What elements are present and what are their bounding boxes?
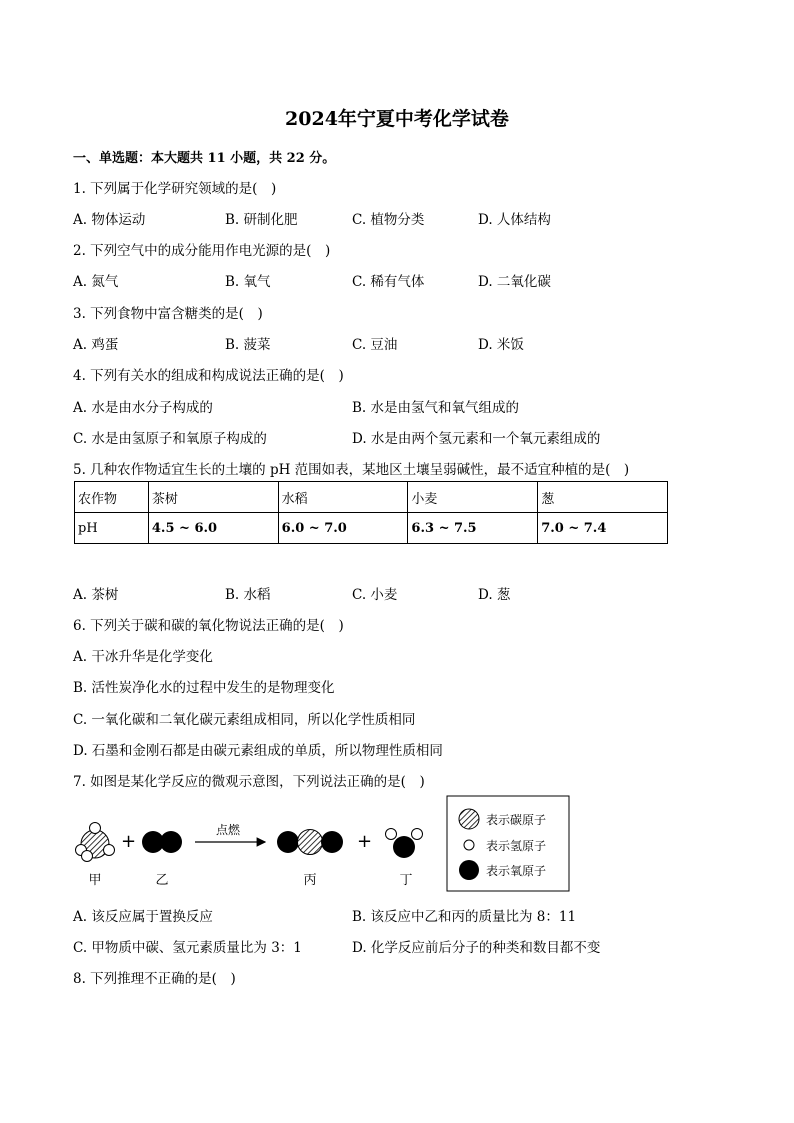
table-row [75, 513, 668, 544]
ph-table [74, 481, 668, 544]
q1-option-a: A. 物体运动 [73, 212, 146, 228]
table-cell: 小麦 [408, 482, 538, 513]
q5-option-d: D. 葱 [478, 587, 511, 603]
q3-option-a: A. 鸡蛋 [73, 337, 119, 353]
q2-option-a: A. 氮气 [73, 274, 119, 290]
question-3-stem: 3. 下列食物中富含糖类的是( ) [73, 306, 263, 322]
plus-sign: + [121, 831, 137, 852]
q1-option-d: D. 人体结构 [478, 212, 551, 228]
reaction-condition: 点燃 [215, 823, 241, 837]
q5-option-c: C. 小麦 [352, 587, 398, 603]
q3-option-b: B. 菠菜 [225, 337, 271, 353]
q6-option-d: D. 石墨和金刚石都是由碳元素组成的单质，所以物理性质相同 [73, 743, 443, 759]
molecule-bing [277, 830, 343, 855]
q4-option-a: A. 水是由水分子构成的 [73, 400, 213, 416]
table-cell: 葱 [538, 482, 668, 513]
table-cell: 水稻 [278, 482, 408, 513]
table-cell: 6.3 ~ 7.5 [408, 513, 538, 544]
q3-option-d: D. 米饭 [478, 337, 524, 353]
q2-option-c: C. 稀有气体 [352, 274, 425, 290]
question-2-stem: 2. 下列空气中的成分能用作电光源的是( ) [73, 243, 331, 259]
table-cell: pH [75, 513, 149, 544]
q2-option-d: D. 二氧化碳 [478, 274, 551, 290]
q6-option-b: B. 活性炭净化水的过程中发生的是物理变化 [73, 680, 335, 696]
q7-option-c: C. 甲物质中碳、氢元素质量比为 3：1 [73, 940, 302, 956]
q6-option-a: A. 干冰升华是化学变化 [73, 649, 213, 665]
molecule-jia [76, 823, 115, 862]
question-5-stem: 5. 几种农作物适宜生长的土壤的 pH 范围如表，某地区土壤呈弱碱性，最不适宜种植的是( ) [73, 462, 630, 478]
table-header-row [75, 482, 668, 513]
legend-box [447, 796, 569, 891]
table-cell: 7.0 ~ 7.4 [538, 513, 668, 544]
q7-option-a: A. 该反应属于置换反应 [73, 909, 213, 925]
table-cell: 茶树 [148, 482, 278, 513]
q5-option-b: B. 水稻 [225, 587, 271, 603]
table-cell: 6.0 ~ 7.0 [278, 513, 408, 544]
table-cell: 农作物 [75, 482, 149, 513]
q3-option-c: C. 豆油 [352, 337, 398, 353]
plus-sign: + [357, 831, 373, 852]
q5-option-a: A. 茶树 [73, 587, 119, 603]
q1-option-b: B. 研制化肥 [225, 212, 298, 228]
q2-option-b: B. 氧气 [225, 274, 271, 290]
reaction-diagram [60, 790, 600, 895]
question-6-stem: 6. 下列关于碳和碳的氧化物说法正确的是( ) [73, 618, 344, 634]
legend-oxygen: 表示氧原子 [486, 864, 547, 878]
question-4-stem: 4. 下列有关水的组成和构成说法正确的是( ) [73, 368, 344, 384]
label-jia: 甲 [88, 873, 102, 888]
q7-option-b: B. 该反应中乙和丙的质量比为 8：11 [352, 909, 577, 925]
question-8-stem: 8. 下列推理不正确的是( ) [73, 971, 236, 987]
question-7-stem: 7. 如图是某化学反应的微观示意图，下列说法正确的是( ) [73, 774, 425, 790]
legend-carbon: 表示碳原子 [486, 813, 547, 827]
molecule-ding [386, 829, 423, 859]
section-heading: 一、单选题：本大题共 11 小题，共 22 分。 [73, 151, 336, 166]
q1-option-c: C. 植物分类 [352, 212, 425, 228]
label-ding: 丁 [399, 873, 413, 888]
question-1-stem: 1. 下列属于化学研究领域的是( ) [73, 181, 277, 197]
q4-option-c: C. 水是由氢原子和氧原子构成的 [73, 431, 267, 447]
q4-option-b: B. 水是由氢气和氧气组成的 [352, 400, 520, 416]
table-cell: 4.5 ~ 6.0 [148, 513, 278, 544]
label-bing: 丙 [303, 873, 317, 888]
q7-option-d: D. 化学反应前后分子的种类和数目都不变 [352, 940, 601, 956]
q4-option-d: D. 水是由两个氢元素和一个氧元素组成的 [352, 431, 601, 447]
q6-option-c: C. 一氧化碳和二氧化碳元素组成相同，所以化学性质相同 [73, 712, 416, 728]
molecule-yi [142, 831, 182, 853]
legend-hydrogen: 表示氢原子 [486, 839, 547, 853]
page-title: 2024年宁夏中考化学试卷 [285, 108, 509, 130]
label-yi: 乙 [155, 873, 169, 888]
